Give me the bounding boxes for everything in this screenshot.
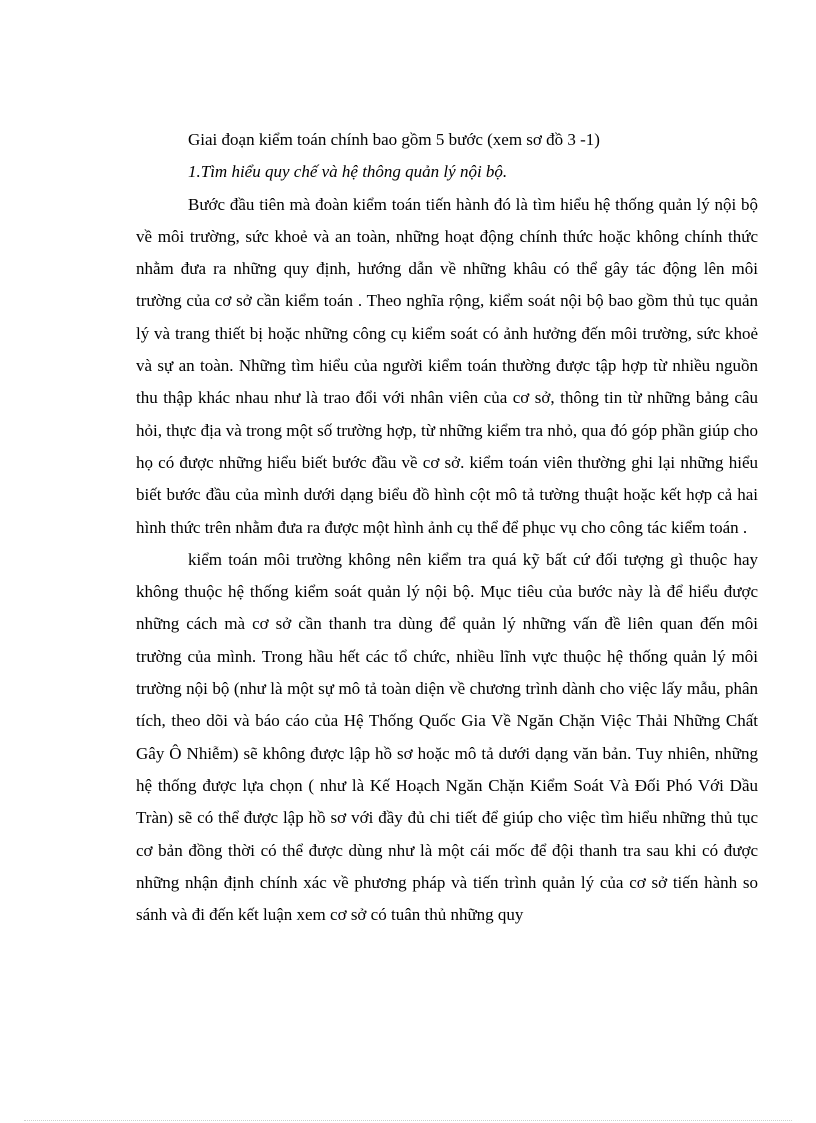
intro-line: Giai đoạn kiểm toán chính bao gồm 5 bước (xem sơ đồ 3 -1) <box>188 130 600 149</box>
section-heading: 1.Tìm hiểu quy chế và hệ thông quản lý nội bộ. <box>188 162 508 182</box>
page-bottom-divider <box>24 1120 792 1121</box>
paragraph-2: kiểm toán môi trường không nên kiểm tra quá kỹ bất cứ đối tượng gì thuộc hay không thuộc hệ thống kiểm soát quản lý nội bộ. Mục tiêu của bước này là để hiểu được những cách mà cơ sở cần thanh tra dùng để quản lý những vấn đề liên quan đến môi trường của mình. Trong hầu hết các tổ chức, nhiều lĩnh vực thuộc hệ thống quản lý môi trường nội bộ (như là một sự mô tả toàn diện về chương trình dành cho việc lấy mẫu, phân tích, theo dõi và báo cáo của Hệ Thống Quốc Gia Về Ngăn Chặn Việc Thải Những Chất Gây Ô Nhiễm) sẽ không được lập hồ sơ hoặc mô tả dưới dạng văn bản. Tuy nhiên, những hệ thống được lựa chọn ( như là Kế Hoạch Ngăn Chặn Kiểm Soát Và Đối Phó Với Dầu Tràn) sẽ có thể được lập hồ sơ với đầy đủ chi tiết để giúp cho việc tìm hiểu những thủ tục cơ bản đồng thời có thể được dùng như là một cái mốc để đội thanh tra sau khi có được những nhận định chính xác về phương pháp và tiến trình quản lý của cơ sở tiến hành so sánh và đi đến kết luận xem cơ sở có tuân thủ những quy <box>136 549 758 925</box>
paragraph-1: Bước đầu tiên mà đoàn kiểm toán tiến hành đó là tìm hiểu hệ thống quản lý nội bộ về môi trường, sức khoẻ và an toàn, những hoạt động chính thức hoặc không chính thức nhằm đưa ra những quy định, hướng dẫn về những khâu có thể gây tác động lên môi trường của cơ sở cần kiểm toán . Theo nghĩa rộng, kiểm soát nội bộ bao gồm thủ tục quản lý và trang thiết bị hoặc những công cụ kiểm soát có ảnh hưởng đến môi trường, sức khoẻ và sự an toàn. Những tìm hiểu của người kiểm toán thường được tập hợp từ nhiều nguồn thu thập khác nhau như là trao đổi với nhân viên của cơ sở, thông tin từ những bảng câu hỏi, thực địa và trong một số trường hợp, từ những kiểm tra nhỏ, qua đó góp phần giúp cho họ có được những hiểu biết bước đầu về cơ sở. kiểm toán viên thường ghi lại những hiểu biết bước đầu của mình dưới dạng biểu đồ hình cột mô tả tường thuật hoặc kết hợp cả hai hình thức trên nhằm đưa ra được một hình ảnh cụ thể để phục vụ cho công tác kiểm toán . <box>136 194 758 537</box>
body-text <box>136 124 758 931</box>
